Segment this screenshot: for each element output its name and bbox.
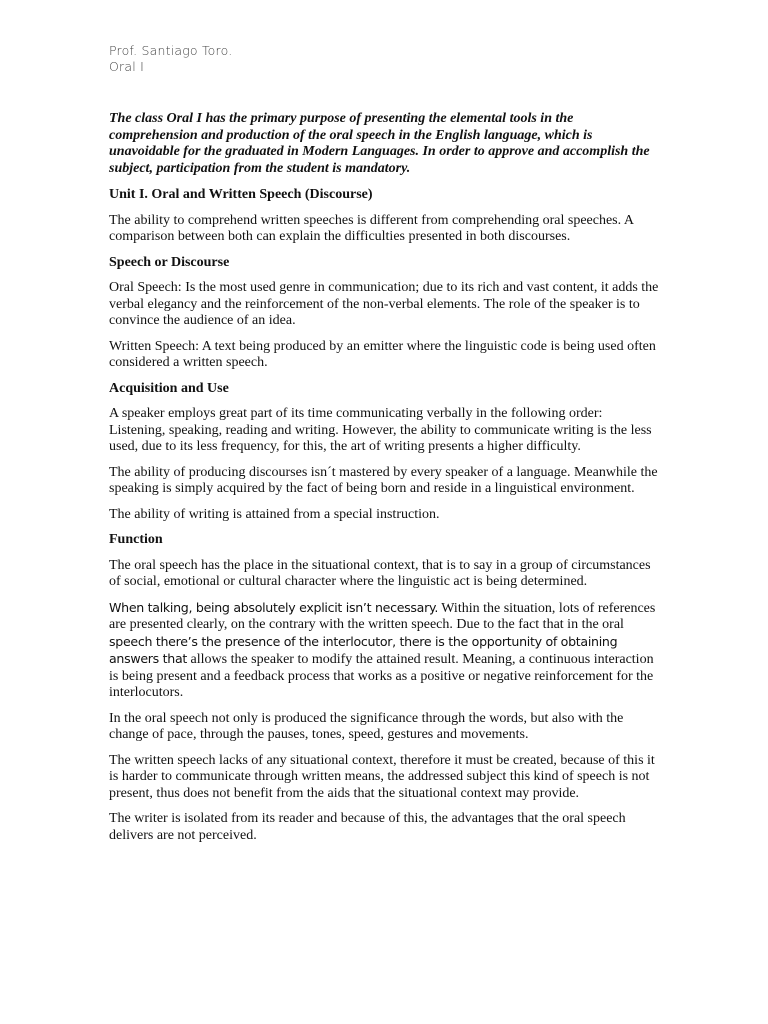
function-paragraph-2 bbox=[109, 600, 661, 702]
acquisition-heading: Acquisition and Use bbox=[109, 380, 229, 396]
speech-heading: Speech or Discourse bbox=[109, 254, 230, 270]
function-heading: Function bbox=[109, 532, 163, 547]
unit-intro-paragraph: The ability to comprehend written speeches is different from comprehending oral speeches. A comparison between both can explain the difficulties presented in both discourses. bbox=[109, 212, 634, 244]
unit-title: Unit I. Oral and Written Speech (Discourse) bbox=[109, 187, 373, 202]
function-paragraph-2-run-b: Within the situation, lots of references are presented clearly, on the contrary with the written speech. Due to the fact that in the oral bbox=[109, 600, 656, 632]
function-paragraph-4: The written speech lacks of any situational context, therefore it must be created, because of this it is harder to communicate through written means, the addressed subject this kind of speech is not present, thus does not benefit from the aids that the situational context may provide. bbox=[109, 752, 655, 801]
function-paragraph-2-sans-run-a: When talking, being absolutely explicit isn’t necessary. bbox=[109, 599, 439, 615]
function-paragraph-1: The oral speech has the place in the situational context, that is to say in a group of circumstances of social, emotional or cultural character where the linguistic act is being determined. bbox=[109, 557, 651, 589]
acquisition-paragraph-3: The ability of writing is attained from a special instruction. bbox=[109, 506, 440, 522]
author-line: Prof. Santiago Toro. bbox=[109, 43, 233, 58]
course-line: Oral I bbox=[109, 59, 144, 74]
acquisition-paragraph-2: The ability of producing discourses isn´t mastered by every speaker of a language. Meanwhile the speaking is simply acquired by the fact of being born and reside in a linguistical environment. bbox=[109, 464, 658, 496]
document-body bbox=[109, 111, 661, 853]
function-paragraph-2-sans-run-c: speech there’s the presence of the interlocutor, there is the opportunity of obtaining answers that bbox=[109, 633, 618, 666]
function-paragraph-3: In the oral speech not only is produced the significance through the words, but also with the change of pace, through the pauses, tones, speed, gestures and movements. bbox=[109, 710, 624, 742]
acquisition-paragraph-1: A speaker employs great part of its time communicating verbally in the following order: Listening, speaking, reading and writing. However, the ability to communicate writing is the less used, due to its less frequency, for this, the art of writing presents a higher difficulty. bbox=[109, 406, 652, 454]
oral-speech-paragraph: Oral Speech: Is the most used genre in communication; due to its rich and vast content, it adds the verbal elegancy and the reinforcement of the non-verbal elements. The role of the speaker is to convince the audience of an idea. bbox=[109, 280, 659, 328]
function-paragraph-2-run-d: allows the speaker to modify the attained result. Meaning, a continuous interaction is being present and a feedback process that works as a positive or negative reinforcement for the interlocutors. bbox=[109, 652, 654, 700]
written-speech-paragraph: Written Speech: A text being produced by an emitter where the linguistic code is being used often considered a written speech. bbox=[109, 338, 656, 370]
function-paragraph-5: The writer is isolated from its reader and because of this, the advantages that the oral speech delivers are not perceived. bbox=[109, 811, 626, 843]
intro-paragraph: The class Oral I has the primary purpose of presenting the elemental tools in the comprehension and production of the oral speech in the English language, which is unavoidable for the graduated in Modern Languages. In order to approve and accomplish the subject, participation from the student is mandatory. bbox=[109, 111, 650, 176]
document-header bbox=[109, 43, 232, 75]
